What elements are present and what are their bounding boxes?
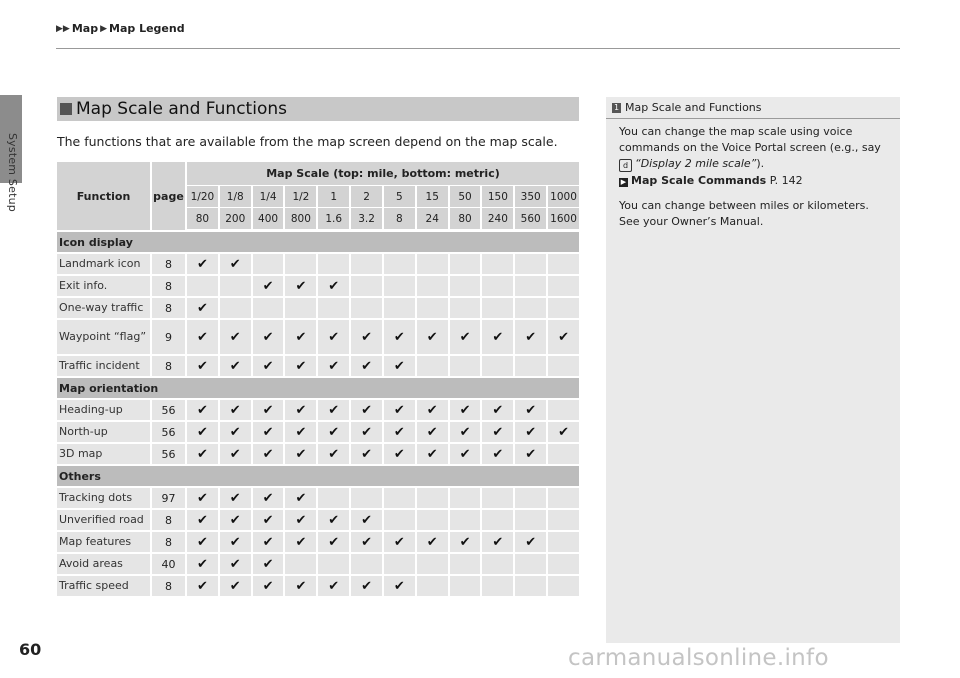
- check-mark-icon: ✔: [253, 276, 284, 296]
- metric-scale-cell: 1600: [548, 208, 579, 229]
- table-row: [57, 532, 579, 552]
- empty-scale-cell: [417, 488, 448, 508]
- function-column-header: Function: [57, 162, 150, 230]
- check-mark-icon: ✔: [220, 356, 251, 376]
- empty-scale-cell: [351, 488, 382, 508]
- check-mark-icon: ✔: [318, 276, 349, 296]
- empty-scale-cell: [351, 554, 382, 574]
- page-reference-cell: 9: [152, 320, 185, 354]
- breadcrumb-item-map-legend[interactable]: Map Legend: [109, 22, 185, 35]
- check-mark-icon: ✔: [220, 444, 251, 464]
- page-reference-cell: 56: [152, 400, 185, 420]
- mile-scale-cell: 1/4: [253, 186, 284, 207]
- function-name-cell: North-up: [57, 422, 150, 442]
- check-mark-icon: ✔: [253, 576, 284, 596]
- mile-scale-row: [187, 186, 579, 207]
- mile-scale-cell: 1/2: [285, 186, 316, 207]
- check-mark-icon: ✔: [187, 444, 218, 464]
- empty-scale-cell: [384, 254, 415, 274]
- check-mark-icon: ✔: [253, 510, 284, 530]
- check-mark-icon: ✔: [482, 320, 513, 354]
- section-heading: [57, 97, 579, 121]
- empty-scale-cell: [482, 554, 513, 574]
- empty-scale-cell: [417, 510, 448, 530]
- page-reference-cell: 56: [152, 422, 185, 442]
- page-reference-cell: 8: [152, 298, 185, 318]
- check-mark-icon: ✔: [253, 488, 284, 508]
- mile-scale-cell: 1/8: [220, 186, 251, 207]
- empty-scale-cell: [548, 276, 579, 296]
- check-mark-icon: ✔: [253, 444, 284, 464]
- check-mark-icon: ✔: [548, 320, 579, 354]
- check-mark-icon: ✔: [187, 510, 218, 530]
- empty-scale-cell: [450, 576, 481, 596]
- empty-scale-cell: [548, 400, 579, 420]
- page-reference-cell: 56: [152, 444, 185, 464]
- check-mark-icon: ✔: [384, 400, 415, 420]
- watermark-text: carmanualsonline.info: [568, 645, 829, 671]
- function-name-cell: Tracking dots: [57, 488, 150, 508]
- check-mark-icon: ✔: [187, 320, 218, 354]
- note-title: Map Scale and Functions: [625, 101, 762, 114]
- function-name-cell: Waypoint “flag”: [57, 320, 150, 354]
- check-mark-icon: ✔: [417, 320, 448, 354]
- mile-scale-cell: 350: [515, 186, 546, 207]
- table-row: [57, 422, 579, 442]
- check-mark-icon: ✔: [318, 356, 349, 376]
- table-header: [57, 162, 579, 230]
- function-name-cell: Traffic incident: [57, 356, 150, 376]
- check-mark-icon: ✔: [482, 422, 513, 442]
- empty-scale-cell: [351, 298, 382, 318]
- check-mark-icon: ✔: [482, 400, 513, 420]
- page-reference-cell: 97: [152, 488, 185, 508]
- table-row: [57, 356, 579, 376]
- metric-scale-cell: 800: [285, 208, 316, 229]
- empty-scale-cell: [482, 276, 513, 296]
- metric-scale-cell: 560: [515, 208, 546, 229]
- note-panel: [606, 97, 900, 643]
- empty-scale-cell: [482, 254, 513, 274]
- check-mark-icon: ✔: [318, 576, 349, 596]
- metric-scale-cell: 80: [450, 208, 481, 229]
- empty-scale-cell: [548, 554, 579, 574]
- check-mark-icon: ✔: [351, 356, 382, 376]
- table-group-header: Others: [57, 466, 579, 486]
- empty-scale-cell: [515, 276, 546, 296]
- mile-scale-cell: 5: [384, 186, 415, 207]
- function-name-cell: Map features: [57, 532, 150, 552]
- mile-scale-cell: 15: [417, 186, 448, 207]
- check-mark-icon: ✔: [187, 422, 218, 442]
- empty-scale-cell: [548, 510, 579, 530]
- mile-scale-cell: 1: [318, 186, 349, 207]
- metric-scale-cell: 240: [482, 208, 513, 229]
- check-mark-icon: ✔: [220, 422, 251, 442]
- check-mark-icon: ✔: [384, 532, 415, 552]
- check-mark-icon: ✔: [515, 320, 546, 354]
- map-scale-table: [57, 162, 579, 596]
- check-mark-icon: ✔: [351, 422, 382, 442]
- page-reference-cell: 8: [152, 254, 185, 274]
- empty-scale-cell: [548, 254, 579, 274]
- breadcrumb-arrow-icon: ▶▶: [56, 23, 70, 34]
- check-mark-icon: ✔: [187, 488, 218, 508]
- function-name-cell: Avoid areas: [57, 554, 150, 574]
- check-mark-icon: ✔: [548, 422, 579, 442]
- cross-reference-link[interactable]: Map Scale Commands: [631, 173, 767, 187]
- empty-scale-cell: [253, 254, 284, 274]
- table-group-header: Icon display: [57, 232, 579, 252]
- page-column-header: page: [152, 162, 185, 230]
- check-mark-icon: ✔: [450, 532, 481, 552]
- table-row: [57, 510, 579, 530]
- check-mark-icon: ✔: [384, 576, 415, 596]
- check-mark-icon: ✔: [351, 532, 382, 552]
- mile-scale-cell: 50: [450, 186, 481, 207]
- empty-scale-cell: [515, 576, 546, 596]
- check-mark-icon: ✔: [384, 356, 415, 376]
- voice-command-icon: d: [619, 159, 632, 172]
- empty-scale-cell: [482, 488, 513, 508]
- metric-scale-row: [187, 208, 579, 229]
- empty-scale-cell: [318, 298, 349, 318]
- empty-scale-cell: [384, 298, 415, 318]
- check-mark-icon: ✔: [220, 400, 251, 420]
- check-mark-icon: ✔: [515, 422, 546, 442]
- table-row: [57, 488, 579, 508]
- check-mark-icon: ✔: [253, 356, 284, 376]
- check-mark-icon: ✔: [253, 400, 284, 420]
- check-mark-icon: ✔: [187, 554, 218, 574]
- function-name-cell: Landmark icon: [57, 254, 150, 274]
- metric-scale-cell: 8: [384, 208, 415, 229]
- note-paragraph-units: You can change between miles or kilometers. See your Owner’s Manual.: [619, 198, 869, 229]
- empty-scale-cell: [285, 298, 316, 318]
- empty-scale-cell: [351, 276, 382, 296]
- function-name-cell: 3D map: [57, 444, 150, 464]
- check-mark-icon: ✔: [187, 254, 218, 274]
- check-mark-icon: ✔: [220, 532, 251, 552]
- empty-scale-cell: [450, 554, 481, 574]
- check-mark-icon: ✔: [351, 400, 382, 420]
- check-mark-icon: ✔: [384, 444, 415, 464]
- section-square-icon: [60, 103, 72, 115]
- check-mark-icon: ✔: [450, 400, 481, 420]
- empty-scale-cell: [482, 298, 513, 318]
- table-row: [57, 254, 579, 274]
- check-mark-icon: ✔: [285, 320, 316, 354]
- table-row: [57, 576, 579, 596]
- voice-command-phrase: “Display 2 mile scale”: [635, 157, 757, 171]
- empty-scale-cell: [384, 276, 415, 296]
- function-name-cell: Heading-up: [57, 400, 150, 420]
- breadcrumb-item-map[interactable]: Map: [71, 22, 99, 35]
- metric-scale-cell: 200: [220, 208, 251, 229]
- empty-scale-cell: [450, 356, 481, 376]
- empty-scale-cell: [220, 298, 251, 318]
- header-divider: [56, 48, 900, 49]
- empty-scale-cell: [482, 576, 513, 596]
- check-mark-icon: ✔: [253, 554, 284, 574]
- scale-column-header: Map Scale (top: mile, bottom: metric): [187, 162, 579, 185]
- check-mark-icon: ✔: [384, 320, 415, 354]
- empty-scale-cell: [482, 356, 513, 376]
- check-mark-icon: ✔: [351, 444, 382, 464]
- empty-scale-cell: [253, 298, 284, 318]
- function-name-cell: Traffic speed: [57, 576, 150, 596]
- empty-scale-cell: [285, 554, 316, 574]
- metric-scale-cell: 3.2: [351, 208, 382, 229]
- page-reference-cell: 8: [152, 510, 185, 530]
- intro-text: The functions that are available from the map screen depend on the map scale.: [57, 134, 558, 149]
- check-mark-icon: ✔: [220, 576, 251, 596]
- empty-scale-cell: [515, 298, 546, 318]
- page-reference-cell: 40: [152, 554, 185, 574]
- empty-scale-cell: [417, 356, 448, 376]
- check-mark-icon: ✔: [220, 488, 251, 508]
- empty-scale-cell: [318, 488, 349, 508]
- mile-scale-cell: 2: [351, 186, 382, 207]
- side-section-label: System Setup: [6, 133, 19, 212]
- empty-scale-cell: [548, 356, 579, 376]
- cross-reference-page: P. 142: [769, 173, 803, 187]
- check-mark-icon: ✔: [253, 320, 284, 354]
- page-reference-cell: 8: [152, 276, 185, 296]
- check-mark-icon: ✔: [318, 320, 349, 354]
- table-row: [57, 298, 579, 318]
- check-mark-icon: ✔: [285, 510, 316, 530]
- table-body: [57, 232, 579, 596]
- check-mark-icon: ✔: [318, 422, 349, 442]
- check-mark-icon: ✔: [285, 444, 316, 464]
- check-mark-icon: ✔: [285, 576, 316, 596]
- note-body: [619, 124, 891, 239]
- page-reference-cell: 8: [152, 576, 185, 596]
- check-mark-icon: ✔: [285, 356, 316, 376]
- check-mark-icon: ✔: [351, 576, 382, 596]
- empty-scale-cell: [515, 554, 546, 574]
- empty-scale-cell: [417, 576, 448, 596]
- empty-scale-cell: [450, 510, 481, 530]
- empty-scale-cell: [548, 488, 579, 508]
- breadcrumb-arrow-icon: ▶: [100, 23, 108, 34]
- check-mark-icon: ✔: [285, 400, 316, 420]
- empty-scale-cell: [187, 276, 218, 296]
- empty-scale-cell: [450, 254, 481, 274]
- empty-scale-cell: [417, 276, 448, 296]
- check-mark-icon: ✔: [187, 532, 218, 552]
- breadcrumb: [56, 22, 185, 35]
- check-mark-icon: ✔: [318, 510, 349, 530]
- table-group-header: Map orientation: [57, 378, 579, 398]
- check-mark-icon: ✔: [220, 510, 251, 530]
- page-reference-cell: 8: [152, 532, 185, 552]
- empty-scale-cell: [450, 276, 481, 296]
- empty-scale-cell: [384, 554, 415, 574]
- check-mark-icon: ✔: [417, 444, 448, 464]
- check-mark-icon: ✔: [318, 532, 349, 552]
- table-row: [57, 400, 579, 420]
- empty-scale-cell: [515, 488, 546, 508]
- section-title: Map Scale and Functions: [76, 99, 287, 119]
- check-mark-icon: ✔: [220, 320, 251, 354]
- check-mark-icon: ✔: [285, 422, 316, 442]
- empty-scale-cell: [548, 532, 579, 552]
- check-mark-icon: ✔: [417, 400, 448, 420]
- note-paragraph-voice: [619, 124, 891, 189]
- metric-scale-cell: 400: [253, 208, 284, 229]
- empty-scale-cell: [548, 576, 579, 596]
- check-mark-icon: ✔: [351, 320, 382, 354]
- function-name-cell: One-way traffic: [57, 298, 150, 318]
- check-mark-icon: ✔: [220, 254, 251, 274]
- page-number: 60: [19, 640, 42, 659]
- check-mark-icon: ✔: [253, 422, 284, 442]
- empty-scale-cell: [220, 276, 251, 296]
- check-mark-icon: ✔: [450, 422, 481, 442]
- check-mark-icon: ✔: [450, 444, 481, 464]
- page-reference-cell: 8: [152, 356, 185, 376]
- check-mark-icon: ✔: [187, 356, 218, 376]
- empty-scale-cell: [318, 554, 349, 574]
- mile-scale-cell: 150: [482, 186, 513, 207]
- empty-scale-cell: [384, 510, 415, 530]
- empty-scale-cell: [285, 254, 316, 274]
- empty-scale-cell: [417, 298, 448, 318]
- check-mark-icon: ✔: [515, 400, 546, 420]
- check-mark-icon: ✔: [417, 422, 448, 442]
- empty-scale-cell: [384, 488, 415, 508]
- table-row: [57, 320, 579, 354]
- check-mark-icon: ✔: [220, 554, 251, 574]
- empty-scale-cell: [417, 254, 448, 274]
- cross-reference-arrow-icon: ▶: [620, 177, 627, 186]
- check-mark-icon: ✔: [187, 576, 218, 596]
- check-mark-icon: ✔: [384, 422, 415, 442]
- check-mark-icon: ✔: [318, 400, 349, 420]
- note-marker: 1: [613, 103, 620, 112]
- metric-scale-cell: 80: [187, 208, 218, 229]
- mile-scale-cell: 1/20: [187, 186, 218, 207]
- metric-scale-cell: 24: [417, 208, 448, 229]
- note-voice-text: You can change the map scale using voice commands on the Voice Portal screen (e.g., say: [619, 125, 881, 155]
- empty-scale-cell: [515, 510, 546, 530]
- check-mark-icon: ✔: [515, 444, 546, 464]
- function-name-cell: Exit info.: [57, 276, 150, 296]
- check-mark-icon: ✔: [482, 532, 513, 552]
- empty-scale-cell: [548, 444, 579, 464]
- check-mark-icon: ✔: [285, 488, 316, 508]
- check-mark-icon: ✔: [253, 532, 284, 552]
- empty-scale-cell: [450, 298, 481, 318]
- check-mark-icon: ✔: [417, 532, 448, 552]
- check-mark-icon: ✔: [285, 276, 316, 296]
- table-row: [57, 554, 579, 574]
- check-mark-icon: ✔: [187, 298, 218, 318]
- check-mark-icon: ✔: [351, 510, 382, 530]
- empty-scale-cell: [450, 488, 481, 508]
- empty-scale-cell: [351, 254, 382, 274]
- table-row: [57, 444, 579, 464]
- check-mark-icon: ✔: [187, 400, 218, 420]
- empty-scale-cell: [515, 254, 546, 274]
- table-row: [57, 276, 579, 296]
- empty-scale-cell: [515, 356, 546, 376]
- note-voice-end: ).: [756, 157, 765, 171]
- check-mark-icon: ✔: [450, 320, 481, 354]
- function-name-cell: Unverified road: [57, 510, 150, 530]
- metric-scale-cell: 1.6: [318, 208, 349, 229]
- note-header: [606, 97, 900, 119]
- empty-scale-cell: [417, 554, 448, 574]
- check-mark-icon: ✔: [285, 532, 316, 552]
- empty-scale-cell: [318, 254, 349, 274]
- check-mark-icon: ✔: [318, 444, 349, 464]
- empty-scale-cell: [482, 510, 513, 530]
- check-mark-icon: ✔: [482, 444, 513, 464]
- empty-scale-cell: [548, 298, 579, 318]
- mile-scale-cell: 1000: [548, 186, 579, 207]
- check-mark-icon: ✔: [515, 532, 546, 552]
